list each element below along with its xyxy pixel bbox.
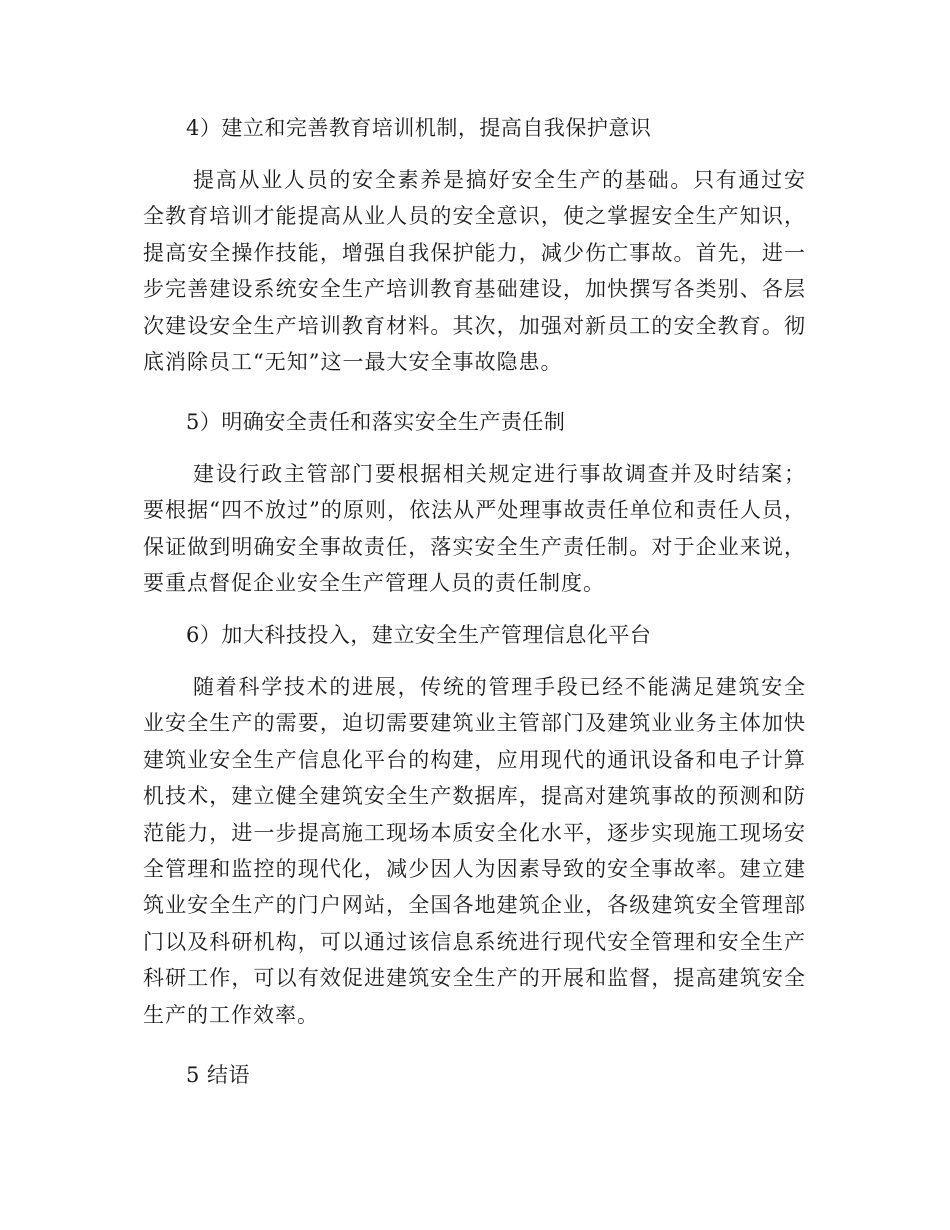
- section-heading-4: 4）建立和完善教育培训机制，提高自我保护意识: [186, 116, 652, 140]
- section-heading-5: 5）明确安全责任和落实安全生产责任制: [186, 410, 566, 434]
- conclusion-heading: 5 结语: [186, 1063, 251, 1087]
- section-paragraph-4: 提高从业人员的安全素养是搞好安全生产的基础。只有通过安全教育培训才能提高从业人员的安全意识，使之掌握安全生产知识，提高安全操作技能，增强自我保护能力，减少伤亡事故。首先，进一步完善建设系统安全生产培训教育基础建设，加快撰写各类别、各层次建设安全生产培训教育材料。其次，加强对新员工的安全教育。彻底消除员工“无知”这一最大安全事故隐患。: [143, 168, 806, 375]
- section-heading-6: 6）加大科技投入，建立安全生产管理信息化平台: [186, 623, 652, 647]
- section-paragraph-5: 建设行政主管部门要根据相关规定进行事故调查并及时结案；要根据“四不放过”的原则，依法从严处理事故责任单位和责任人员，保证做到明确安全事故责任，落实安全生产责任制。对于企业来说，要重点督促企业安全生产管理人员的责任制度。: [143, 462, 806, 596]
- section-paragraph-6: 随着科学技术的进展，传统的管理手段已经不能满足建筑安全业安全生产的需要，迫切需要建筑业主管部门及建筑业业务主体加快建筑业安全生产信息化平台的构建，应用现代的通讯设备和电子计算机技术，建立健全建筑安全生产数据库，提高对建筑事故的预测和防范能力，进一步提高施工现场本质安全化水平，逐步实现施工现场安全管理和监控的现代化，减少因人为因素导致的安全事故率。建立建筑业安全生产的门户网站，全国各地建筑企业，各级建筑安全管理部门以及科研机构，可以通过该信息系统进行现代安全管理和安全生产科研工作，可以有效促进建筑安全生产的开展和监督，提高建筑安全生产的工作效率。: [143, 675, 806, 1027]
